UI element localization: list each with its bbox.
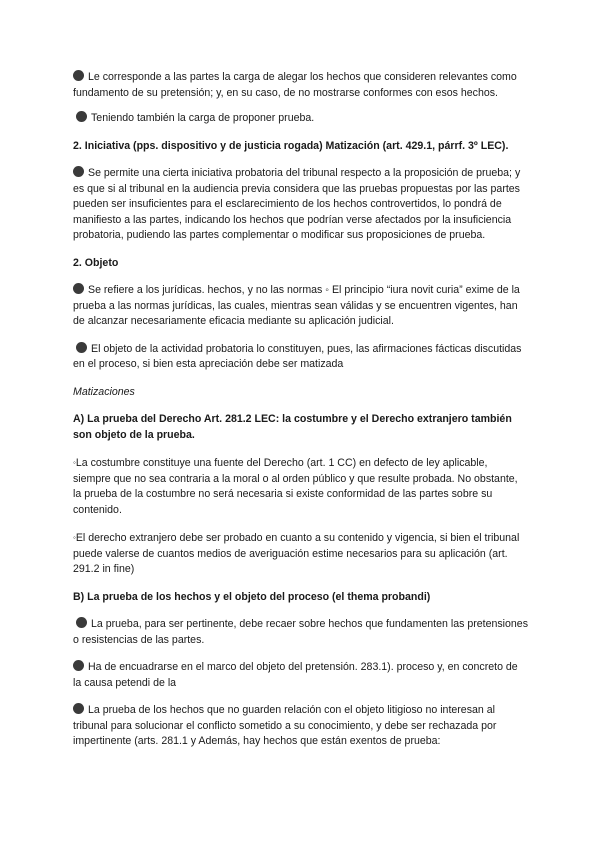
section-heading: A) La prueba del Derecho Art. 281.2 LEC: la costumbre y el Derecho extranjero también son objeto de la prueba. (73, 413, 512, 441)
bullet-icon (73, 283, 84, 294)
paragraph: La prueba de los hechos que no guarden relación con el objeto litigioso no interesan al tribunal para solucionar el conflicto sometido a su conocimiento, y debe ser rechazada por impertinente (arts. 281.1 y Además, hay hechos que están exentos de prueba: (73, 704, 497, 747)
bullet-icon (76, 111, 87, 122)
bullet-icon (76, 617, 87, 628)
section-heading: 2. Iniciativa (pps. dispositivo y de justicia rogada) Matización (art. 429.1, párrf. 3º LEC). (73, 139, 509, 152)
paragraph: Se refiere a los jurídicas. hechos, y no las normas ◦ El principio “iura novit curia” exime de la prueba a las normas jurídicas, las cuales, mientras sean válidas y se encuentren vigentes, han de alcanzar necesariamente eficacia mediante su aplicación judicial. (73, 284, 520, 327)
subheading: Matizaciones (73, 385, 135, 398)
bullet-icon (73, 660, 84, 671)
paragraph: ◦El derecho extranjero debe ser probado en cuanto a su contenido y vigencia, si bien el tribunal puede valerse de cuantos medios de averiguación estime necesarios para su aplicación (art. 291.2 in fine) (73, 532, 520, 575)
bullet-icon (73, 703, 84, 714)
paragraph: ◦La costumbre constituye una fuente del Derecho (art. 1 CC) en defecto de ley aplicable, siempre que no sea contraria a la moral o al orden público y que resulte probada. No obstante, la prueba de la costumbre no será necesaria si existe conformidad de las partes sobre su contenido. (73, 457, 518, 516)
paragraph: Se permite una cierta iniciativa probatoria del tribunal respecto a la proposición de prueba; y es que si al tribunal en la audiencia previa considera que las pruebas propuestas por las partes pueden ser insuficientes para el esclarecimiento de los hechos controvertidos, lo pondrá de manifiesto a las partes, indicando los hechos que podrían verse afectados por la insuficiencia probatoria, pudiendo las partes complementar o modificar sus proposiciones de prueba. (73, 167, 521, 241)
section-heading: 2. Objeto (73, 256, 119, 269)
small-bullet-icon: ◦ (73, 533, 76, 542)
small-bullet-icon: ◦ (73, 458, 76, 467)
paragraph: El objeto de la actividad probatoria lo constituyen, pues, las afirmaciones fácticas discutidas en el proceso, si bien esta apreciación debe ser matizada (73, 342, 522, 370)
section-heading: B) La prueba de los hechos y el objeto del proceso (el thema probandi) (73, 590, 431, 603)
paragraph: Teniendo también la carga de proponer prueba. (73, 111, 528, 127)
bullet-icon (73, 70, 84, 81)
bullet-icon (73, 166, 84, 177)
paragraph: Le corresponde a las partes la carga de alegar los hechos que consideren relevantes como fundamento de su pretensión; y, en su caso, de no mostrarse conformes con esos hechos. (73, 71, 517, 99)
document-page (73, 70, 528, 750)
bullet-icon (76, 342, 87, 353)
paragraph: Ha de encuadrarse en el marco del objeto del pretensión. 283.1). proceso y, en concreto de la causa petendi de la (73, 661, 518, 689)
paragraph: La prueba, para ser pertinente, debe recaer sobre hechos que fundamenten las pretensiones o resistencias de las partes. (73, 618, 528, 646)
